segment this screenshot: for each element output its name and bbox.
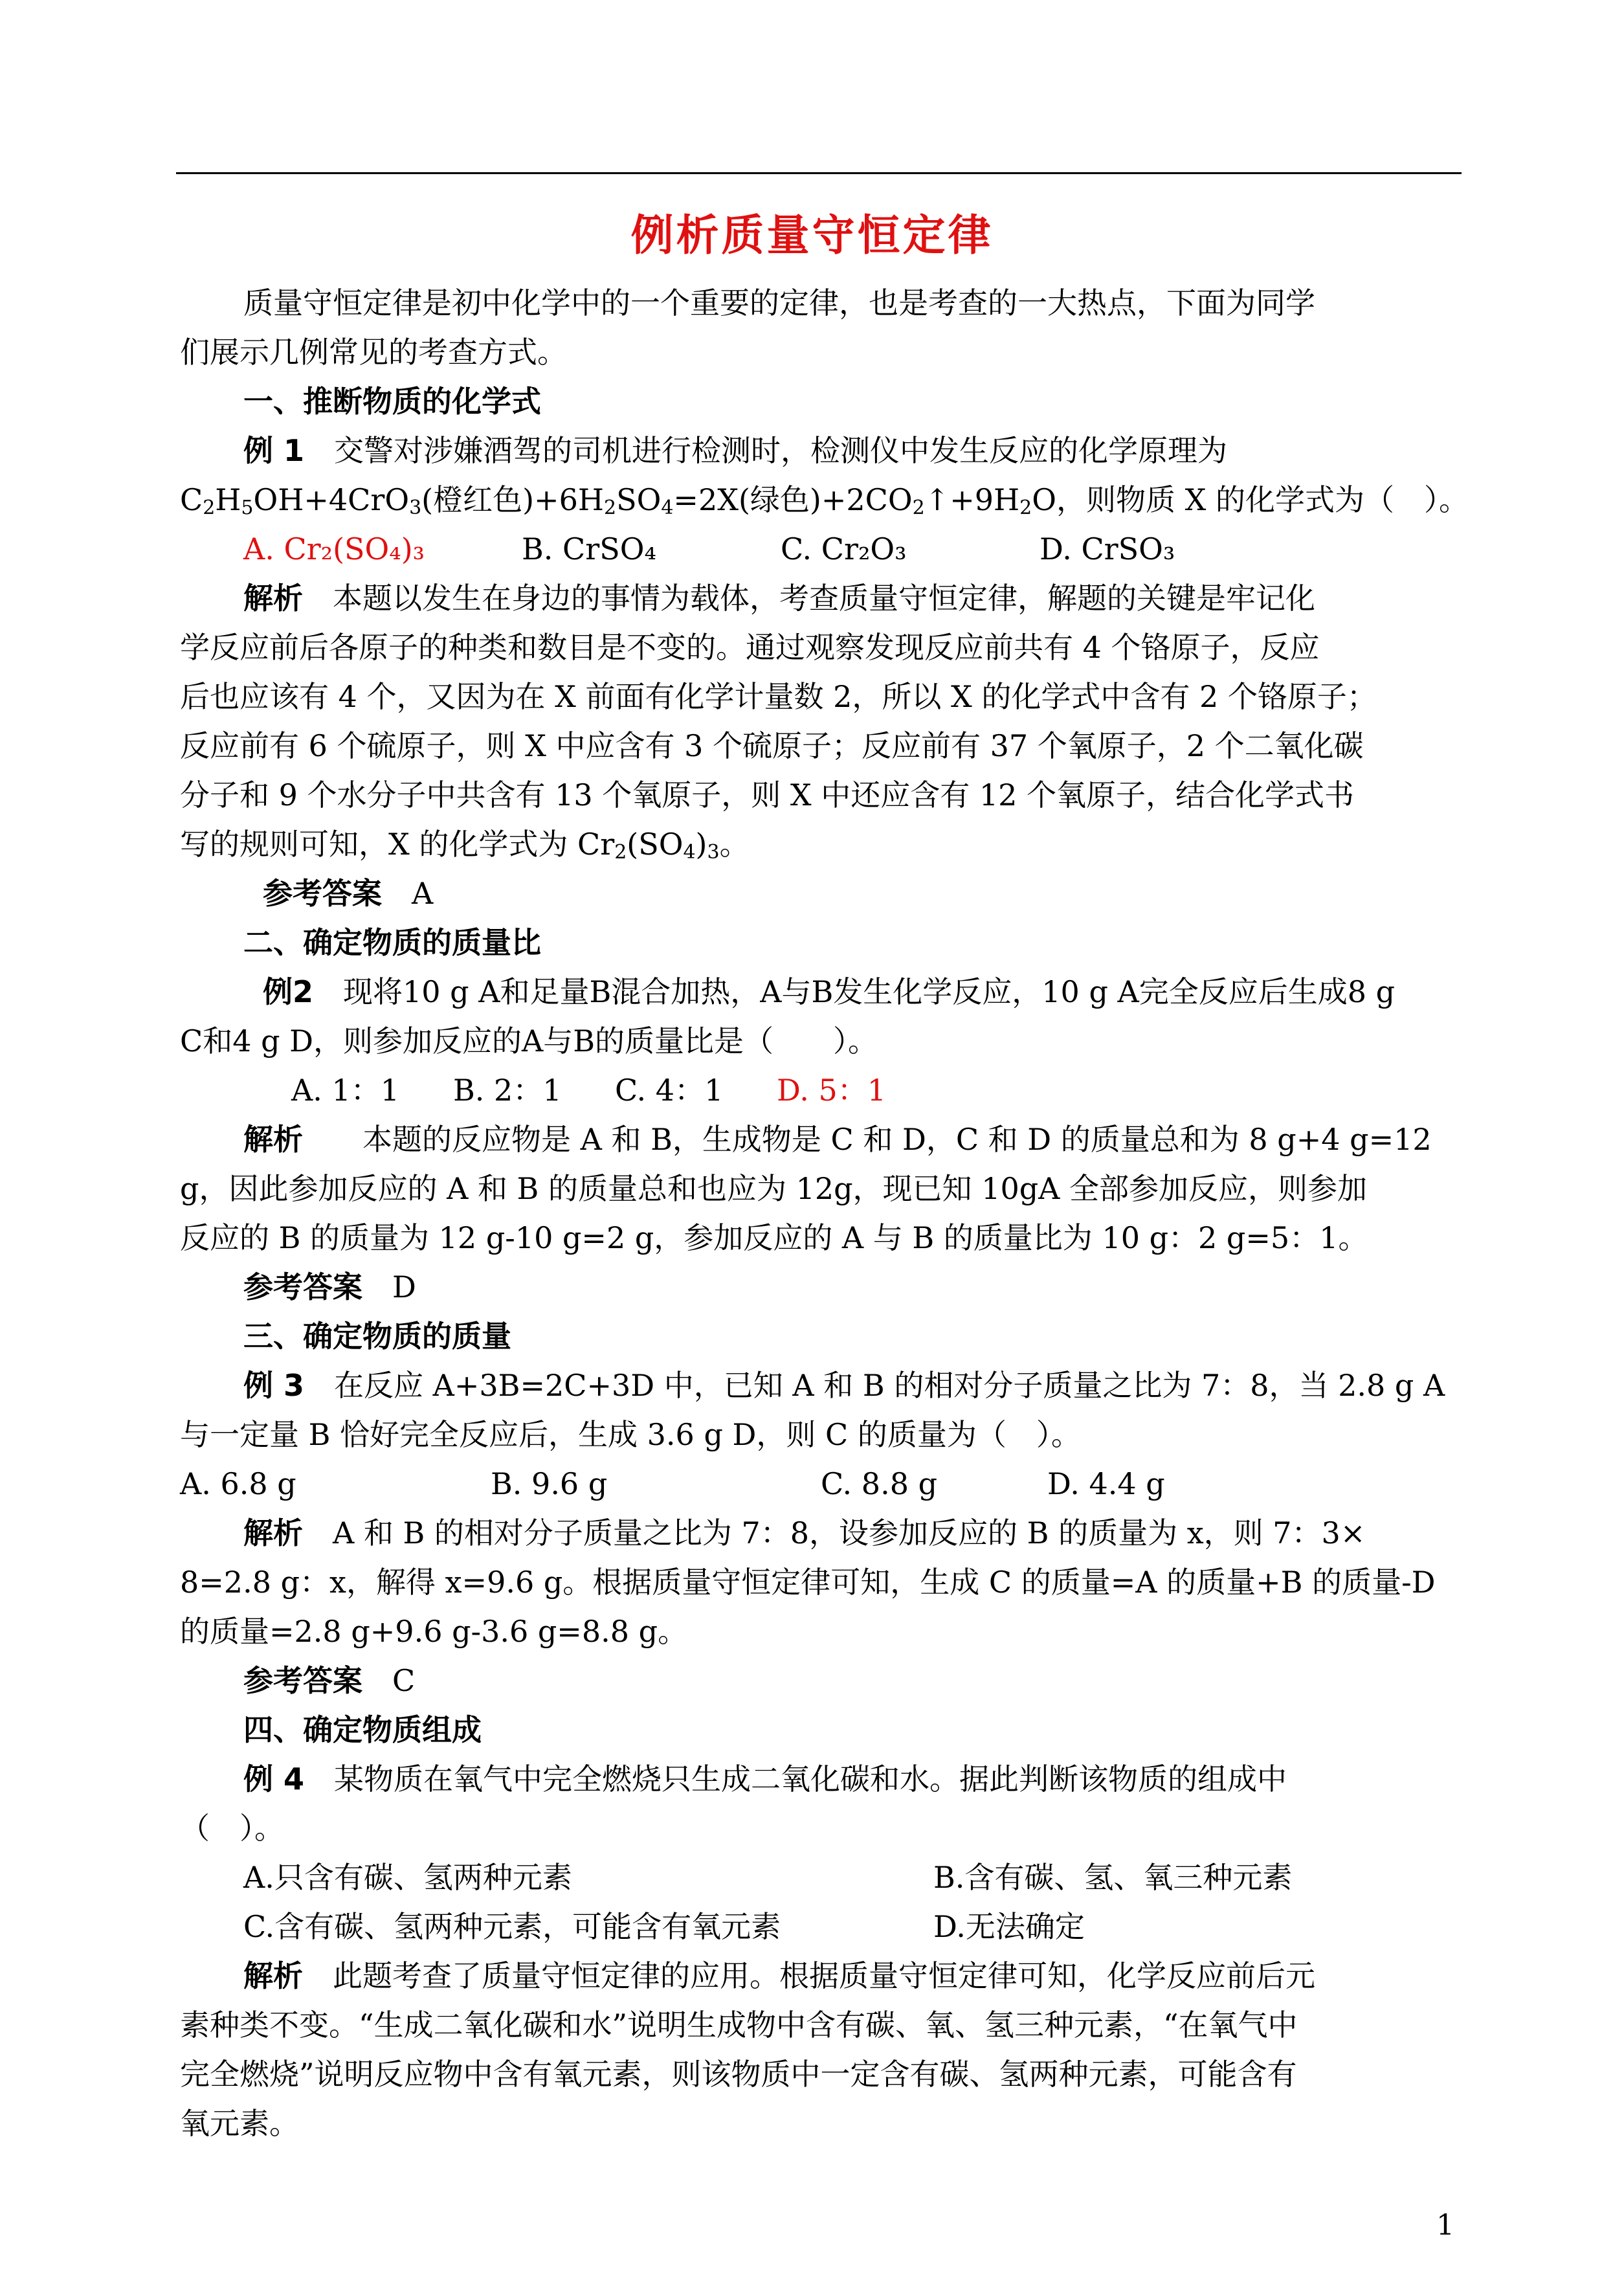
options-row [180, 1459, 1472, 1508]
example-label: 例 3 [243, 1368, 305, 1403]
analysis-text: 本题的反应物是 A 和 B，生成物是 C 和 D，C 和 D 的质量总和为 8 g+4 g=12 [362, 1122, 1432, 1157]
question-text: （ ）。 [180, 1811, 284, 1846]
question-text: 在反应 A+3B=2C+3D 中，已知 A 和 B 的相对分子质量之比为 7：8，当 2.8 g A [334, 1368, 1445, 1403]
analysis-text: 本题以发生在身边的事情为载体，考查质量守恒定律，解题的关键是牢记化 [333, 581, 1315, 616]
answer-value: D [392, 1270, 416, 1304]
analysis-line: 氧元素。 [180, 2106, 299, 2141]
chemical-equation: $C_2H_5OH+4CrO_3$(橙红色)$+6H_2SO_4=2X$(绿色)$+2CO_2↑+9H_2O$，则物质 X 的化学式为（ ）。 [180, 482, 1469, 519]
document-body [180, 278, 1472, 2148]
analysis-line: 素种类不变。“生成二氧化碳和水”说明生成物中含有碳、氧、氢三种元素，“在氧气中 [180, 2008, 1298, 2042]
option-c: C. 8.8 g [821, 1466, 938, 1501]
answer-label: 参考答案 [263, 876, 382, 911]
options-row [180, 1066, 1472, 1115]
option-c: C.含有碳、氢两种元素，可能含有氧元素 [243, 1909, 781, 1944]
page-number: 1 [1436, 2209, 1454, 2242]
answer-value: A [412, 876, 434, 911]
analysis-label: 解析 [243, 1516, 303, 1550]
question-text: 与一定量 B 恰好完全反应后，生成 3.6 g D，则 C 的质量为（ ）。 [180, 1417, 1081, 1452]
example-question [180, 967, 1472, 1016]
option-b: B. CrSO₄ [522, 531, 656, 566]
analysis-line: 完全燃烧”说明反应物中含有氧元素，则该物质中一定含有碳、氢两种元素，可能含有 [180, 2057, 1297, 2092]
example-question [180, 1361, 1472, 1410]
option-b: B. 2：1 [453, 1073, 562, 1108]
option-d: D. 4.4 g [1047, 1466, 1165, 1501]
intro-line: 质量守恒定律是初中化学中的一个重要的定律，也是考查的一大热点，下面为同学 [243, 285, 1315, 320]
intro-line: 们展示几例常见的考查方式。 [180, 335, 567, 370]
example-question [180, 1754, 1472, 1804]
analysis-line [180, 574, 1472, 623]
analysis-label: 解析 [243, 1122, 303, 1157]
example-label: 例 4 [243, 1762, 305, 1796]
analysis-label: 解析 [243, 581, 303, 616]
analysis-line: 反应的 B 的质量为 12 g-10 g=2 g，参加反应的 A 与 B 的质量比为 10 g：2 g=5：1。 [180, 1220, 1368, 1255]
analysis-label: 解析 [243, 1958, 303, 1993]
section-heading: 一、推断物质的化学式 [243, 384, 541, 419]
analysis-line: 写的规则可知，X 的化学式为 $Cr_2(SO_4)_3$。 [180, 827, 750, 864]
example-label: 例 1 [243, 433, 305, 468]
option-a: A. Cr₂(SO₄)₃ [243, 531, 425, 566]
header-rule [176, 172, 1462, 174]
question-text: 现将10 g A和足量B混合加热，A与B发生化学反应，10 g A完全反应后生成8 g [343, 974, 1396, 1009]
section-heading: 二、确定物质的质量比 [243, 925, 541, 960]
question-text: C和4 g D，则参加反应的A与B的质量比是（ ）。 [180, 1023, 878, 1058]
option-b: B. 9.6 g [491, 1466, 608, 1501]
question-text: 交警对涉嫌酒驾的司机进行检测时，检测仪中发生反应的化学原理为 [334, 433, 1228, 468]
example-label: 例2 [263, 974, 314, 1009]
analysis-line: 的质量=2.8 g+9.6 g-3.6 g=8.8 g。 [180, 1614, 688, 1649]
answer-label: 参考答案 [243, 1663, 362, 1698]
answer-label: 参考答案 [243, 1270, 362, 1304]
analysis-line: 分子和 9 个水分子中共含有 13 个氧原子，则 X 中还应含有 12 个氧原子，结合化学式书 [180, 777, 1355, 812]
answer-line [180, 869, 1472, 918]
analysis-line [180, 1115, 1472, 1164]
answer-line [180, 1656, 1472, 1705]
analysis-line [180, 1951, 1472, 2000]
option-d: D. CrSO₃ [1040, 531, 1175, 566]
analysis-line: 反应前有 6 个硫原子，则 X 中应含有 3 个硫原子；反应前有 37 个氧原子，2 个二氧化碳 [180, 728, 1364, 763]
answer-line [180, 1262, 1472, 1312]
analysis-line: 学反应前后各原子的种类和数目是不变的。通过观察发现反应前共有 4 个铬原子，反应 [180, 630, 1320, 665]
analysis-text: A 和 B 的相对分子质量之比为 7：8，设参加反应的 B 的质量为 x，则 7：3× [333, 1516, 1366, 1550]
analysis-text: 此题考查了质量守恒定律的应用。根据质量守恒定律可知，化学反应前后元 [333, 1958, 1315, 1993]
option-b: B.含有碳、氢、氧三种元素 [933, 1860, 1293, 1895]
options-row [180, 1853, 1472, 1902]
options-row [180, 524, 1472, 574]
answer-value: C [392, 1663, 416, 1698]
option-c: C. 4：1 [615, 1073, 724, 1108]
section-heading: 四、确定物质组成 [243, 1712, 482, 1747]
option-d: D.无法确定 [933, 1909, 1085, 1944]
option-a: A.只含有碳、氢两种元素 [243, 1860, 572, 1895]
analysis-line: 后也应该有 4 个，又因为在 X 前面有化学计量数 2，所以 X 的化学式中含有 2 个铬原子； [180, 679, 1377, 714]
analysis-line: 8=2.8 g：x，解得 x=9.6 g。根据质量守恒定律可知，生成 C 的质量=A 的质量+B 的质量-D [180, 1565, 1436, 1600]
option-a: A. 6.8 g [180, 1466, 296, 1501]
options-row [180, 1902, 1472, 1951]
analysis-line: g，因此参加反应的 A 和 B 的质量总和也应为 12g，现已知 10gA 全部参加反应，则参加 [180, 1171, 1368, 1206]
option-d: D. 5：1 [777, 1073, 887, 1108]
analysis-line [180, 1508, 1472, 1558]
example-question [180, 426, 1472, 475]
section-heading: 三、确定物质的质量 [243, 1319, 511, 1354]
page-title: 例析质量守恒定律 [630, 210, 994, 260]
question-text: 某物质在氧气中完全燃烧只生成二氧化碳和水。据此判断该物质的组成中 [334, 1762, 1287, 1796]
option-a: A. 1：1 [291, 1073, 399, 1108]
option-c: C. Cr₂O₃ [781, 531, 907, 566]
